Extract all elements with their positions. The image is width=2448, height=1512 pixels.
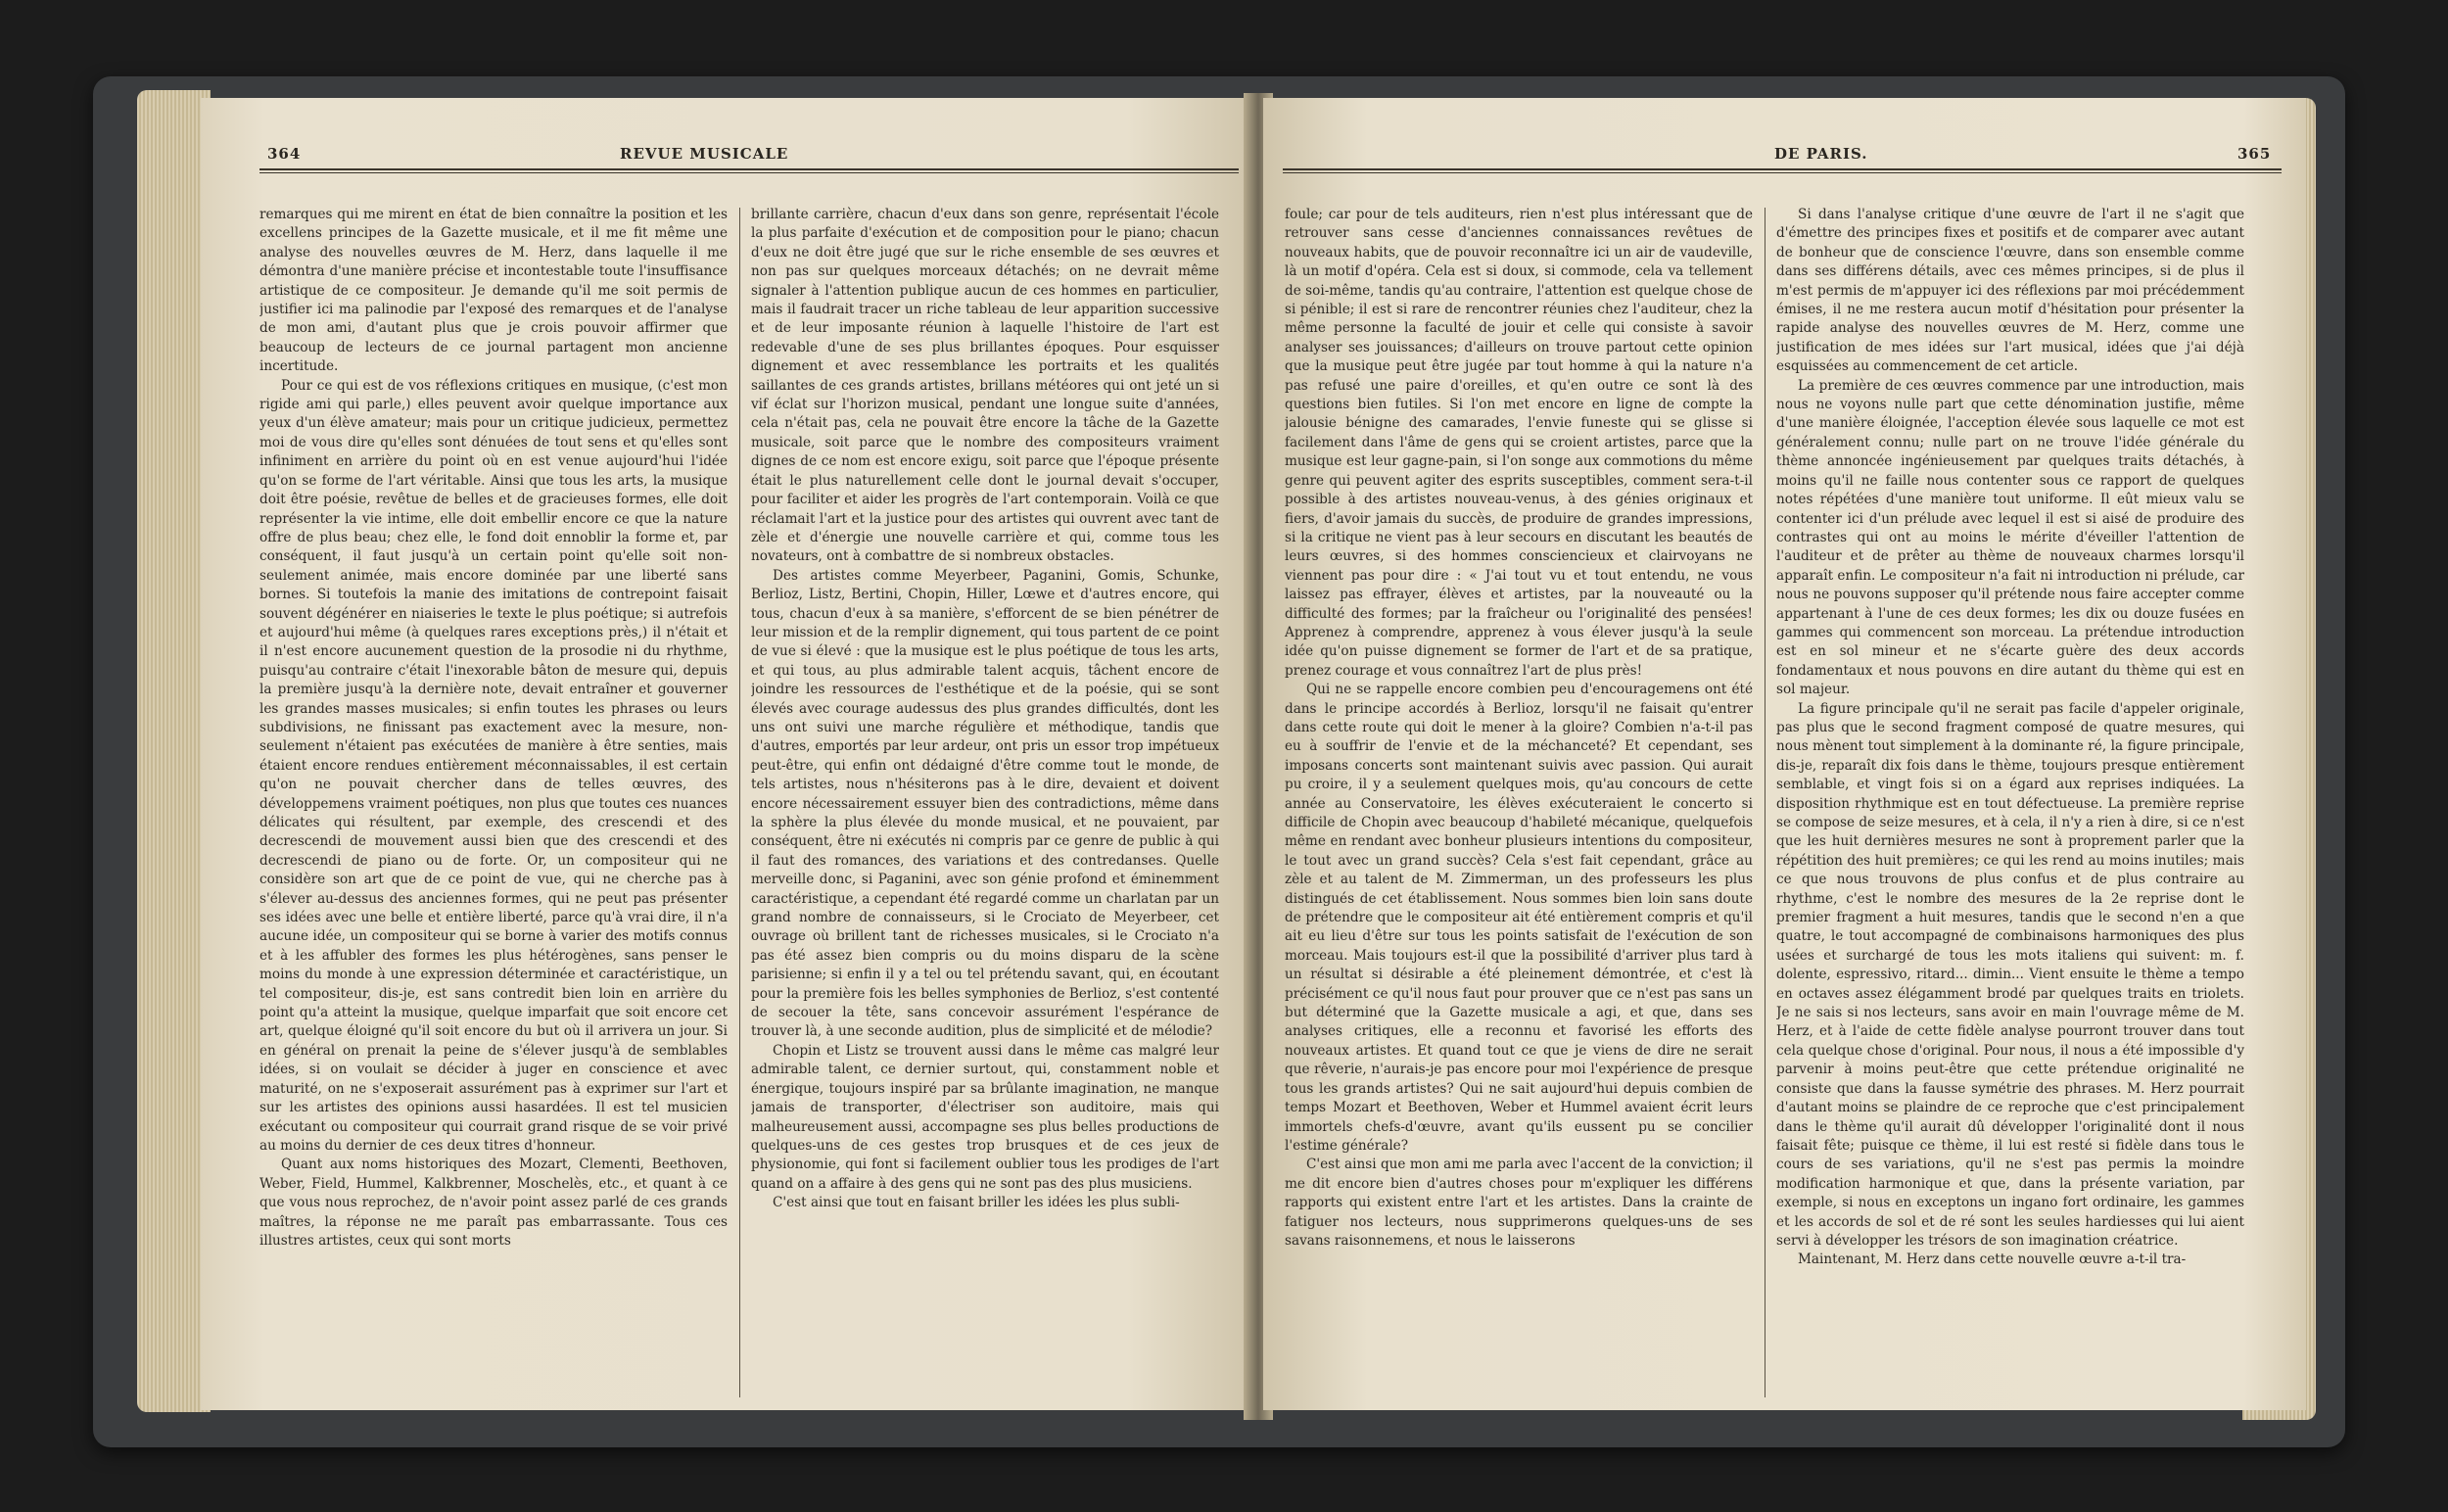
- right-page: [1263, 98, 2306, 1410]
- left-page-number: 364: [267, 145, 302, 163]
- left-column-separator: [739, 208, 740, 1397]
- right-column-2: [1776, 206, 2244, 1395]
- paragraph: Quant aux noms historiques des Mozart, Clementi, Beethoven, Weber, Field, Hummel, Kalkbrenner, Moschelès, etc., et quant à ce que vous nous reprochez, de n'avoir point assez parlé de ces grands maîtres, la réponse ne me paraît pas embarrassante. Tous ces illustres artistes, ceux qui sont morts: [259, 1157, 728, 1249]
- paragraph: La première de ces œuvres commence par une introduction, mais nous ne voyons nulle part que cette dénomination justifie, même d'une manière éloignée, l'acception élevée sous laquelle ce mot est généralement connu; nulle part on ne trouve l'idée générale du thème annoncée ingénieusement par quelques traits détachés, à moins qu'il ne faille nous contenter sous ce rapport de quelques notes répétées d'une manière tout uniforme. Il eût mieux valu se contenter ici d'un prélude avec lequel il est si aisé de produire des contrastes qui ont au moins le mérite d'éveiller l'attention de l'auditeur et de prêter au thème de nouveaux charmes lorsqu'il apparaît enfin. Le compositeur n'a fait ni introduction ni prélude, car nous ne pouvons supposer qu'il prétende nous faire accepter comme appartenant à l'une de ces deux formes; les dix ou douze fusées en gammes qui commencent son morceau. La prétendue introduction est en sol mineur et ne s'écarte guère des deux accords fondamentaux et nous pouvons en dire autant du thème qui est en sol majeur.: [1776, 377, 2244, 698]
- paragraph: Des artistes comme Meyerbeer, Paganini, Gomis, Schunke, Berlioz, Listz, Bertini, Chopin, Hiller, Lœwe et d'autres encore, qui tous, chacun d'eux à sa manière, s'efforcent de se bien pénétrer de leur mission et de la remplir dignement, qui tous partent de ce point de vue si élevé : que la musique est le plus poétique de tous les arts, et qui tous, au plus admirable talent acquis, tâchent encore de joindre les ressources de l'esthétique et de la poésie, qui se sont élevés avec courage audessus des plus grandes difficultés, dont les uns ont suivi une marche régulière et méthodique, tandis que d'autres, emportés par leur ardeur, ont pris un essor trop impétueux peut-être, qui enfin ont dédaigné d'être comme tout le monde, de tels artistes, nous n'hésiterons pas à le dire, devaient et doivent encore nécessairement essuyer bien des contradictions, même dans la sphère la plus élevée du monde musical, et ne pouvaient, par conséquent, être ni exécutés ni compris par ce genre de public à qui il faut des romances, des variations et des contredanses. Quelle merveille donc, si Paganini, avec son génie profond et éminemment caractéristique, a cependant été regardé comme un charlatan par un grand nombre de connaisseurs, si le Crociato de Meyerbeer, cet ouvrage où brillent tant de richesses musicales, si le Crociato n'a pas été assez bien compris ou du moins disparu de la scène parisienne; si enfin il y a tel ou tel prétendu savant, qui, en écoutant pour la première fois les belles symphonies de Berlioz, s'est contenté de secouer la tête, sans concevoir assurément l'espérance de trouver là, à une seconde audition, plus de simplicité et de mélodie?: [751, 567, 1219, 1040]
- paragraph: Maintenant, M. Herz dans cette nouvelle œuvre a-t-il tra-: [1798, 1252, 2187, 1268]
- paragraph: Si dans l'analyse critique d'une œuvre de l'art il ne s'agit que d'émettre des principes fixes et positifs et de comparer avec autant de bonheur que de conscience l'œuvre, dans son ensemble comme dans ses différens détails, avec ces mêmes principes, si de plus il m'est permis de m'appuyer ici des réflexions par moi précédemment émises, il ne me restera aucun motif d'hésitation pour présenter la rapide analyse des nouvelles œuvres de M. Herz, comme une justification de mes idées sur l'art musical, idées que j'ai déjà esquissées au commencement de cet article.: [1776, 207, 2244, 375]
- right-running-head: DE PARIS.: [1774, 145, 1868, 163]
- left-header-rule: [259, 168, 1239, 173]
- paragraph: La figure principale qu'il ne serait pas facile d'appeler originale, pas plus que le second fragment composé de quatre mesures, qui nous mènent tout simplement à la dominante ré, la figure principale, dis-je, reparaît dix fois dans le thème, toujours presque entièrement semblable, et vingt fois si on a égard aux reprises indiquées. La disposition rhythmique est en tout défectueuse. La première reprise se compose de seize mesures, et à cela, il n'y a rien à dire, si ce n'est que les huit dernières mesures ne sont à proprement parler que la répétition des huit premières; ce qui les rend au moins inutiles; mais ce que nous trouvons de plus confus et de plus contraire au rhythme, c'est le nombre des mesures de la 2e reprise dont le premier fragment a huit mesures, tandis que le second n'en a que quatre, le tout accompagné de combinaisons harmoniques des plus usées et surchargé de tous les mots italiens qui suivent: m. f. dolente, espressivo, ritard... dimin... Vient ensuite le thème a tempo en octaves assez élégamment brodé par quelques traits en triolets. Je ne sais si nos lecteurs, sans avoir en main l'ouvrage même de M. Herz, et à l'aide de cette fidèle analyse pourront trouver dans tout cela quelque chose d'original. Pour nous, il nous a été impossible d'y parvenir à moins peut-être que cette prétendue originalité ne consiste que dans la fausse symétrie des phrases. M. Herz pourrait d'autant moins se plaindre de ce reproche que c'est principalement dans le thème qu'il aurait dû développer l'originalité dont il nous faisait fête; puisque ce thème, il lui est resté si fidèle dans tous le cours de ses variations, qu'il ne s'est pas permis la moindre modification harmonique et que, dans la présente variation, par exemple, si nous en exceptons un ingano fort ordinaire, les gammes et les accords de sol et de ré sont les seules hardiesses qui lui aient servi à développer les trésors de son imagination créatrice.: [1776, 700, 2244, 1249]
- right-column-1: [1285, 206, 1753, 1395]
- paragraph: Chopin et Listz se trouvent aussi dans le même cas malgré leur admirable talent, ce dernier surtout, qui, constamment noble et énergique, toujours inspiré par sa brûlante imagination, ne manque jamais de transporter, d'électriser son auditoire, mais qui malheureusement aussi, accompagne ses plus belles productions de quelques-uns de ces gestes trop brusques et de ces jeux de physionomie, qui font si facilement oublier tous les prodiges de l'art quand on a affaire à des gens qui ne sont pas des plus musiciens.: [751, 1042, 1219, 1192]
- right-header-rule: [1283, 168, 2282, 173]
- paragraph: C'est ainsi que mon ami me parla avec l'accent de la conviction; il me dit encore bien d'autres choses pour m'expliquer les différens rapports qui existent entre l'art et les artistes. Dans la crainte de fatiguer nos lecteurs, nous supprimerons quelques-uns de ses savans raisonnemens, et nous le laisserons: [1285, 1157, 1753, 1249]
- left-running-head: REVUE MUSICALE: [620, 145, 789, 163]
- paragraph: brillante carrière, chacun d'eux dans son genre, représentait l'école la plus parfaite d'exécution et de composition pour le piano; chacun d'eux ne doit être jugé que sur le riche ensemble de ses œuvres et non pas sur quelques morceaux détachés; on ne devrait même signaler à l'attention publique aucun de ces hommes en particulier, mais il faudrait tracer un riche tableau de leur apparition successive et de leur imposante réunion à laquelle l'histoire de l'art est redevable d'une de ses plus brillantes époques. Pour esquisser dignement et avec ressemblance les portraits et les qualités saillantes de ces grands artistes, brillans météores qui ont jeté un si vif éclat sur l'horizon musical, pendant une longue suite d'années, cela n'était pas, cela ne pouvait être encore la tâche de la Gazette musicale, soit parce que le nombre des compositeurs vraiment dignes de ce nom est encore exigu, soit parce que l'époque présente était le plus naturellement celle dont le journal devait s'occuper, pour faciliter et aider les progrès de l'art contemporain. Voilà ce que réclamait l'art et la justice pour des artistes qui ouvrent avec tant de zèle et d'énergie une nouvelle carrière et qui, comme tous les novateurs, ont à combattre de si nombreux obstacles.: [751, 207, 1219, 565]
- left-page-edges: [137, 90, 211, 1412]
- paragraph: foule; car pour de tels auditeurs, rien n'est plus intéressant que de retrouver sans cesse d'anciennes connaissances revêtues de nouveaux habits, que de pouvoir reconnaître ici un air de vaudeville, là un motif d'opéra. Cela est si doux, si commode, cela va tellement de soi-même, tandis qu'au contraire, l'attention est quelque chose de si pénible; il est si rare de rencontrer réunies chez l'auditeur, chez la même personne la faculté de jouir et celle qui consiste à savoir analyser ses jouissances; d'ailleurs on trouve partout cette opinion que la musique peut être jugée par tout homme à qui la nature n'a pas refusé une paire d'oreilles, et qu'en outre ce sont là des questions bien futiles. Si l'on met encore en ligne de compte la jalousie bénigne des camarades, l'envie funeste qui se glisse si facilement dans l'âme de gens qui se croient artistes, parce que la musique est leur gagne-pain, si l'on songe aux commotions du même genre qui peuvent agiter des esprits susceptibles, comment sera-t-il possible à des artistes nouveau-venus, à des génies originaux et fiers, d'avoir jamais du succès, de produire de grandes impressions, si la critique ne vient pas à leur secours en discutant les beautés de leurs œuvres, si des hommes consciencieux et clairvoyans ne viennent pas pour dire : « J'ai tout vu et tout entendu, ne vous laissez pas effrayer, élèves et artistes, par la nouveauté ou la difficulté des formes; par la fraîcheur ou l'originalité des pensées! Apprenez à comprendre, apprenez à vous élever jusqu'à la seule idée qu'on puisse dignement se former de l'art et de sa pratique, prenez courage et vous connaîtrez l'art de plus près!: [1285, 207, 1753, 679]
- left-column-1: [259, 206, 728, 1395]
- paragraph: Qui ne se rappelle encore combien peu d'encouragemens ont été dans le principe accordés à Berlioz, lorsqu'il ne faisait qu'entrer dans cette route qui doit le mener à la gloire? Combien n'a-t-il pas eu à souffrir de l'envie et de la méchanceté? Et cependant, ses imposans concerts sont maintenant suivis avec passion. Qui aurait pu croire, il y a seulement quelques mois, qu'au concours de cette année au Conservatoire, les élèves exécuteraient le concerto si difficile de Chopin avec beaucoup d'habileté mécanique, quelquefois même en rendant avec bonheur plusieurs intentions du compositeur, le tout avec un grand succès? Cela s'est fait cependant, grâce au zèle et au talent de M. Zimmerman, un des professeurs les plus distingués de cet établissement. Nous sommes bien loin sans doute de prétendre que le compositeur ait été entièrement compris et qu'il ait eu lieu d'être sur tous les points satisfait de l'exécution de son morceau. Mais toujours est-il que la possibilité d'arriver plus tard à un résultat si désirable a été pleinement démontrée, et c'est là précisément ce qu'il nous faut pour prouver que ce n'est pas sans un but déterminé que la Gazette musicale a agi, et que, dans ses analyses critiques, elle a reconnu et favorisé les efforts des nouveaux artistes. Et quand tout ce que je viens de dire ne serait que rêverie, n'aurais-je pas encore pour moi l'expérience de presque tous les grands artistes? Qui ne sait aujourd'hui depuis combien de temps Mozart et Beethoven, Weber et Hummel avaient écrit leurs immortels chefs-d'œuvre, avant qu'ils eussent pu se concilier l'estime générale?: [1285, 682, 1753, 1154]
- left-column-2: [751, 206, 1219, 1395]
- paragraph: Pour ce qui est de vos réflexions critiques en musique, (c'est mon rigide ami qui parle,) elles peuvent avoir quelque importance aux yeux d'un élève amateur; mais pour un critique judicieux, permettez moi de vous dire qu'elles sont dénuées de tout sens et qu'elles sont infiniment en arrière du point où en est venue aujourd'hui l'idée qu'on se forme de l'art véritable. Ainsi que tous les arts, la musique doit être poésie, revêtue de belles et de gracieuses formes, elle doit représenter la vie intime, elle doit embellir encore ce que la nature offre de plus beau; chez elle, le fond doit ennoblir la forme et, par conséquent, il faut jusqu'à un certain point qu'elle soit non-seulement animée, mais encore dominée par une liberté sans bornes. Si toutefois la manie des imitations de contrepoint faisait souvent dégénérer en niaiseries le texte le plus poétique; si autrefois et aujourd'hui même (à quelques rares exceptions près,) il n'était et il n'est encore aucunement question de la prosodie ni du rhythme, puisqu'au contraire c'était l'inexorable bâton de mesure qui, depuis la première jusqu'à la dernière note, devait entraîner et gouverner les grandes masses musicales; si enfin toutes les phrases ou leurs subdivisions, ne finissant pas exactement avec la mesure, non-seulement n'étaient pas exécutées de manière à être senties, mais étaient encore rendues entièrement méconnaissables, il est certain qu'on ne pouvait chercher dans de telles œuvres, des développemens vraiment poétiques, non plus que toutes ces nuances délicates qui résultent, par exemple, des crescendi et des decrescendi de mouvement aussi bien que des crescendi et des decrescendi de piano ou de forte. Or, un compositeur qui ne considère son art que de ce point de vue, qui ne cherche pas à s'élever au-dessus des anciennes formes, qui ne peut pas présenter ses idées avec une belle et entière liberté, parce qu'à vrai dire, il n'a aucune idée, un compositeur qui se borne à varier des motifs connus et à les affubler des formes les plus hétérogènes, sans penser le moins du monde à une expression déterminée et caractéristique, un tel compositeur, dis-je, est sans contredit bien loin en arrière du point qu'a atteint la musique, quelque imparfait que soit encore cet art, quelque éloigné qu'il soit encore du but où il arrivera un jour. Si en général on prenait la peine de s'élever jusqu'à de semblables idées, si on voulait se décider à juger en conscience et avec maturité, on ne s'exposerait assurément pas à exprimer sur l'art et sur les artistes des opinions aussi hasardées. Il est tel musicien exécutant ou compositeur qui courrait grand risque de se voir privé au moins du dernier de ces deux titres d'honneur.: [259, 377, 728, 1154]
- right-page-number: 365: [2237, 145, 2272, 163]
- paragraph: C'est ainsi que tout en faisant briller les idées les plus subli-: [773, 1195, 1180, 1211]
- paragraph: remarques qui me mirent en état de bien connaître la position et les excellens principes de la Gazette musicale, et il me fit même une analyse des nouvelles œuvres de M. Herz, dans laquelle il me démontra d'une manière précise et incontestable toute l'insuffisance artistique de ce compositeur. Je demande qu'il me soit permis de justifier ici ma palinodie par l'exposé des remarques et de l'analyse de mon ami, d'autant plus que je crois pouvoir affirmer que beaucoup de lecteurs de ce journal partagent mon ancienne incertitude.: [259, 207, 728, 375]
- left-page: [201, 98, 1253, 1410]
